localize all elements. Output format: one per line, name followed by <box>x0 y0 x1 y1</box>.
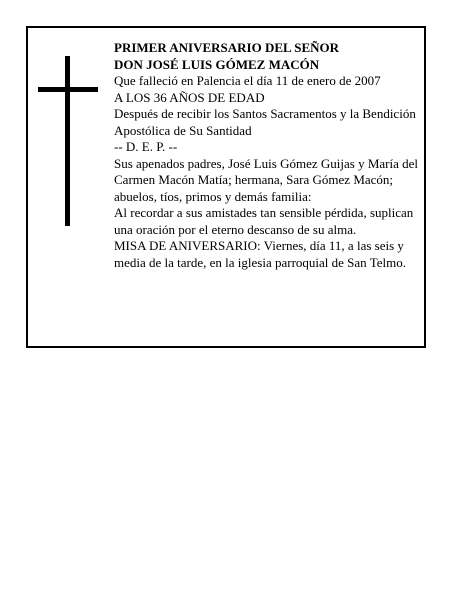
sacraments-text: Después de recibir los Santos Sacramentos y la Bendición Apostólica de Su Santidad <box>114 106 416 138</box>
obituary-notice <box>26 26 426 348</box>
family-text: Sus apenados padres, José Luis Gómez Guijas y María del Carmen Macón Matía; hermana, Sara Gómez Macón; abuelos, tíos, primos y demás familia: <box>114 155 418 204</box>
request-text: Al recordar a sus amistades tan sensible pérdida, suplican una oración por el eterno descanso de su alma. <box>114 205 414 237</box>
notice-title-line-1: PRIMER ANIVERSARIO DEL SEÑOR <box>114 40 340 55</box>
cross-icon <box>38 56 98 226</box>
dep-line: -- D. E. P. -- <box>114 139 178 154</box>
cross-vertical-bar <box>65 56 70 226</box>
age-line: A LOS 36 AÑOS DE EDAD <box>114 89 265 105</box>
notice-title-line-2: DON JOSÉ LUIS GÓMEZ MACÓN <box>114 56 320 72</box>
cross-horizontal-bar <box>38 87 98 92</box>
notice-text <box>114 40 426 271</box>
mass-text: MISA DE ANIVERSARIO: Viernes, día 11, a las seis y media de la tarde, en la iglesia parroquial de San Telmo. <box>114 238 406 270</box>
death-info: Que falleció en Palencia el día 11 de enero de 2007 <box>114 73 381 88</box>
